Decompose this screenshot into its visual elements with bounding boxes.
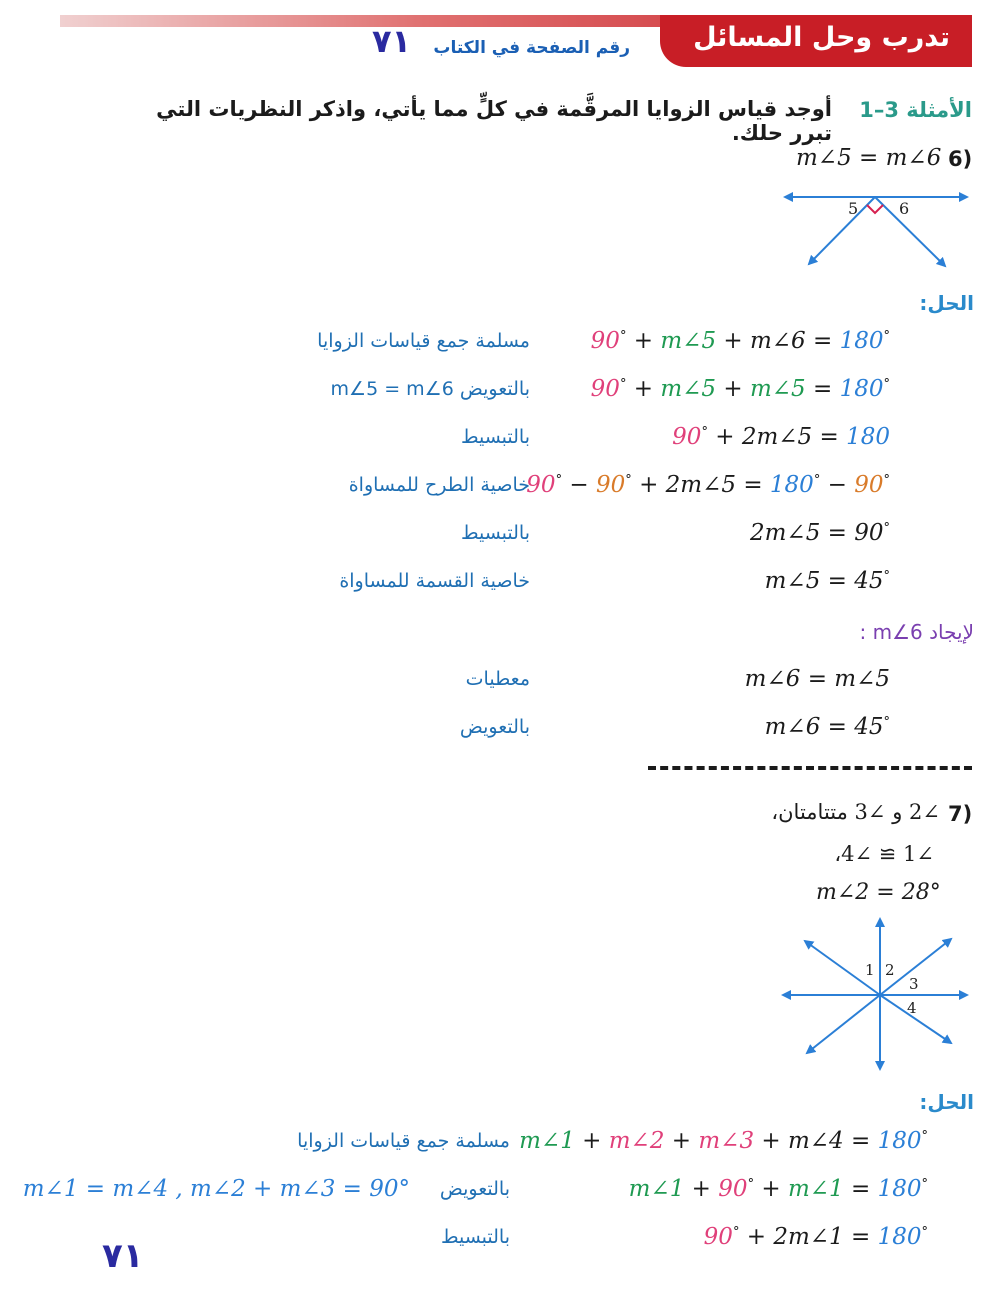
equation-term: + (574, 1128, 609, 1154)
equation-term: m∠6 = 45 (764, 714, 884, 740)
equation-term: ° (883, 376, 890, 392)
q7-angle-label-1: 1 (865, 961, 875, 979)
equation-term: 90 (590, 376, 620, 402)
equation-term: 180 (877, 1224, 922, 1250)
equation-term: ° (883, 568, 890, 584)
equation-term: + 2m∠1 = (739, 1224, 878, 1250)
equation-step (704, 1224, 928, 1250)
equation-term: m∠5 = 45 (764, 568, 884, 594)
q6-angle-label-5: 5 (848, 199, 859, 218)
equation-term: ° (883, 714, 890, 730)
question-7-given-3: m∠2 = 28° (816, 880, 941, 905)
equation-term: ° (555, 472, 563, 488)
equation-term: m∠3 (698, 1128, 755, 1154)
q6-ray-right (875, 197, 945, 266)
equation-step (629, 1176, 928, 1202)
equation-term: 180 (769, 472, 814, 498)
equation-step (765, 568, 890, 594)
equation-term: ° (747, 1176, 755, 1192)
question-6-find-label: لإيجاد m∠6 : (859, 620, 974, 644)
equation-term: ° (625, 472, 632, 488)
equation-reason: بالتعويض (439, 1178, 510, 1200)
page-reference-label: رقم الصفحة في الكتاب (433, 38, 630, 58)
equation-term: + (716, 376, 750, 402)
question-7-solution-label: الحل: (919, 1090, 974, 1114)
equation-term: ° (883, 472, 890, 488)
equation-term: + 2m∠5 = (707, 424, 847, 450)
q7-angle-label-4: 4 (907, 999, 917, 1017)
section-title: تدرب وحل المسائل (693, 22, 950, 53)
equation-term: + (626, 376, 661, 402)
equation-term: = (805, 376, 840, 402)
equation-term: + (754, 1176, 788, 1202)
equation-reason-math: m∠1 = m∠4 , m∠2 + m∠3 = 90° (22, 1176, 410, 1202)
equation-term: + (626, 328, 661, 354)
equation-reason: مسلمة جمع قياسات الزوايا (297, 1130, 510, 1152)
equation-term: − (820, 472, 855, 498)
question-6-diagram (775, 180, 975, 275)
equation-term: m∠1 (628, 1176, 685, 1202)
examples-tag: الأمثلة 3–1 (859, 98, 972, 122)
question-7-diagram (775, 915, 975, 1075)
equation-term: ° (921, 1176, 928, 1192)
equation-reason: بالتبسيط (460, 522, 530, 544)
equation-term: ° (619, 376, 627, 392)
equation-term: − (562, 472, 596, 498)
equation-term: ° (619, 328, 627, 344)
equation-term: 180 (839, 376, 884, 402)
equation-step (672, 424, 890, 450)
equation-reason: بالتعويض (459, 716, 530, 738)
equation-reason: بالتبسيط (460, 426, 530, 448)
equation-term: m∠1 (519, 1128, 575, 1154)
equation-term: ° (732, 1224, 740, 1240)
equation-term: + m∠4 = (754, 1128, 878, 1154)
equation-term: m∠1 (787, 1176, 844, 1202)
equation-term: 90 (672, 424, 702, 450)
equation-term: 90 (854, 472, 884, 498)
equation-step (526, 472, 890, 498)
q6-angle-label-6: 6 (899, 199, 910, 218)
q7-angle-label-2: 2 (885, 961, 895, 979)
equation-reason: بالتبسيط (440, 1226, 510, 1248)
equation-term: + 2m∠5 = (631, 472, 770, 498)
equation-term: + (684, 1176, 719, 1202)
equation-term: ° (921, 1224, 928, 1240)
equation-term: ° (883, 328, 890, 344)
equation-term: 180 (877, 1176, 922, 1202)
equation-term: ° (813, 472, 821, 488)
page-reference-number: ٧١ (372, 22, 412, 60)
q6-ray-left (809, 197, 875, 264)
equation-term: ° (883, 520, 890, 536)
q7-angle-label-3: 3 (909, 975, 919, 993)
equation-step (591, 376, 890, 402)
question-7-given-1: ∠2 و ∠3 متتامتان، (771, 800, 940, 824)
section-divider (648, 766, 972, 770)
equation-reason: معطيات (465, 668, 530, 690)
equation-reason: مسلمة جمع قياسات الزوايا (317, 330, 530, 352)
question-7-given-2: ∠1 ≅ ∠4، (834, 842, 934, 866)
equation-step (519, 1128, 928, 1154)
equation-step (765, 714, 890, 740)
equation-term: 180 (839, 328, 884, 354)
right-angle-mark (867, 205, 883, 213)
equation-term: m∠5 (749, 376, 806, 402)
equation-term: m∠5 (660, 328, 717, 354)
equation-term: + m∠6 = (716, 328, 840, 354)
equation-term: m∠2 (608, 1128, 665, 1154)
equation-term: 180 (877, 1128, 922, 1154)
equation-term: 90 (718, 1176, 748, 1202)
question-6-solution-label: الحل: (919, 291, 974, 315)
equation-term: m∠5 (660, 376, 717, 402)
question-6-number: 6) (948, 147, 973, 171)
equation-step (750, 520, 890, 546)
equation-term: 90 (526, 472, 556, 498)
equation-term: m∠6 = m∠5 (744, 666, 890, 692)
equation-reason: خاصية القسمة للمساواة (339, 570, 530, 592)
equation-term: 90 (595, 472, 626, 498)
footer-page-number: ٧١ (102, 1236, 144, 1276)
instruction-text: أوجد قياس الزوايا المرقَّمة في كلٍّ مما يأتي، واذكر النظريات التي تبرر حلك. (156, 97, 832, 145)
equation-term: 2m∠5 = 90 (749, 520, 884, 546)
equation-reason: بالتعويض m∠5 = m∠6 (330, 378, 530, 400)
equation-term: + (664, 1128, 699, 1154)
equation-term: 90 (703, 1224, 733, 1250)
q7-diag-down-left (807, 995, 880, 1053)
equation-step (591, 328, 890, 354)
equation-term: ° (921, 1128, 928, 1144)
equation-term: = (843, 1176, 878, 1202)
equation-step (745, 666, 890, 692)
equation-term: 90 (590, 328, 620, 354)
equation-term: ° (701, 424, 708, 440)
question-6-given: m∠5 = m∠6 (796, 145, 942, 171)
question-7-number: 7) (948, 802, 973, 826)
equation-term: 180 (846, 424, 890, 450)
equation-reason: خاصية الطرح للمساواة (348, 474, 530, 496)
